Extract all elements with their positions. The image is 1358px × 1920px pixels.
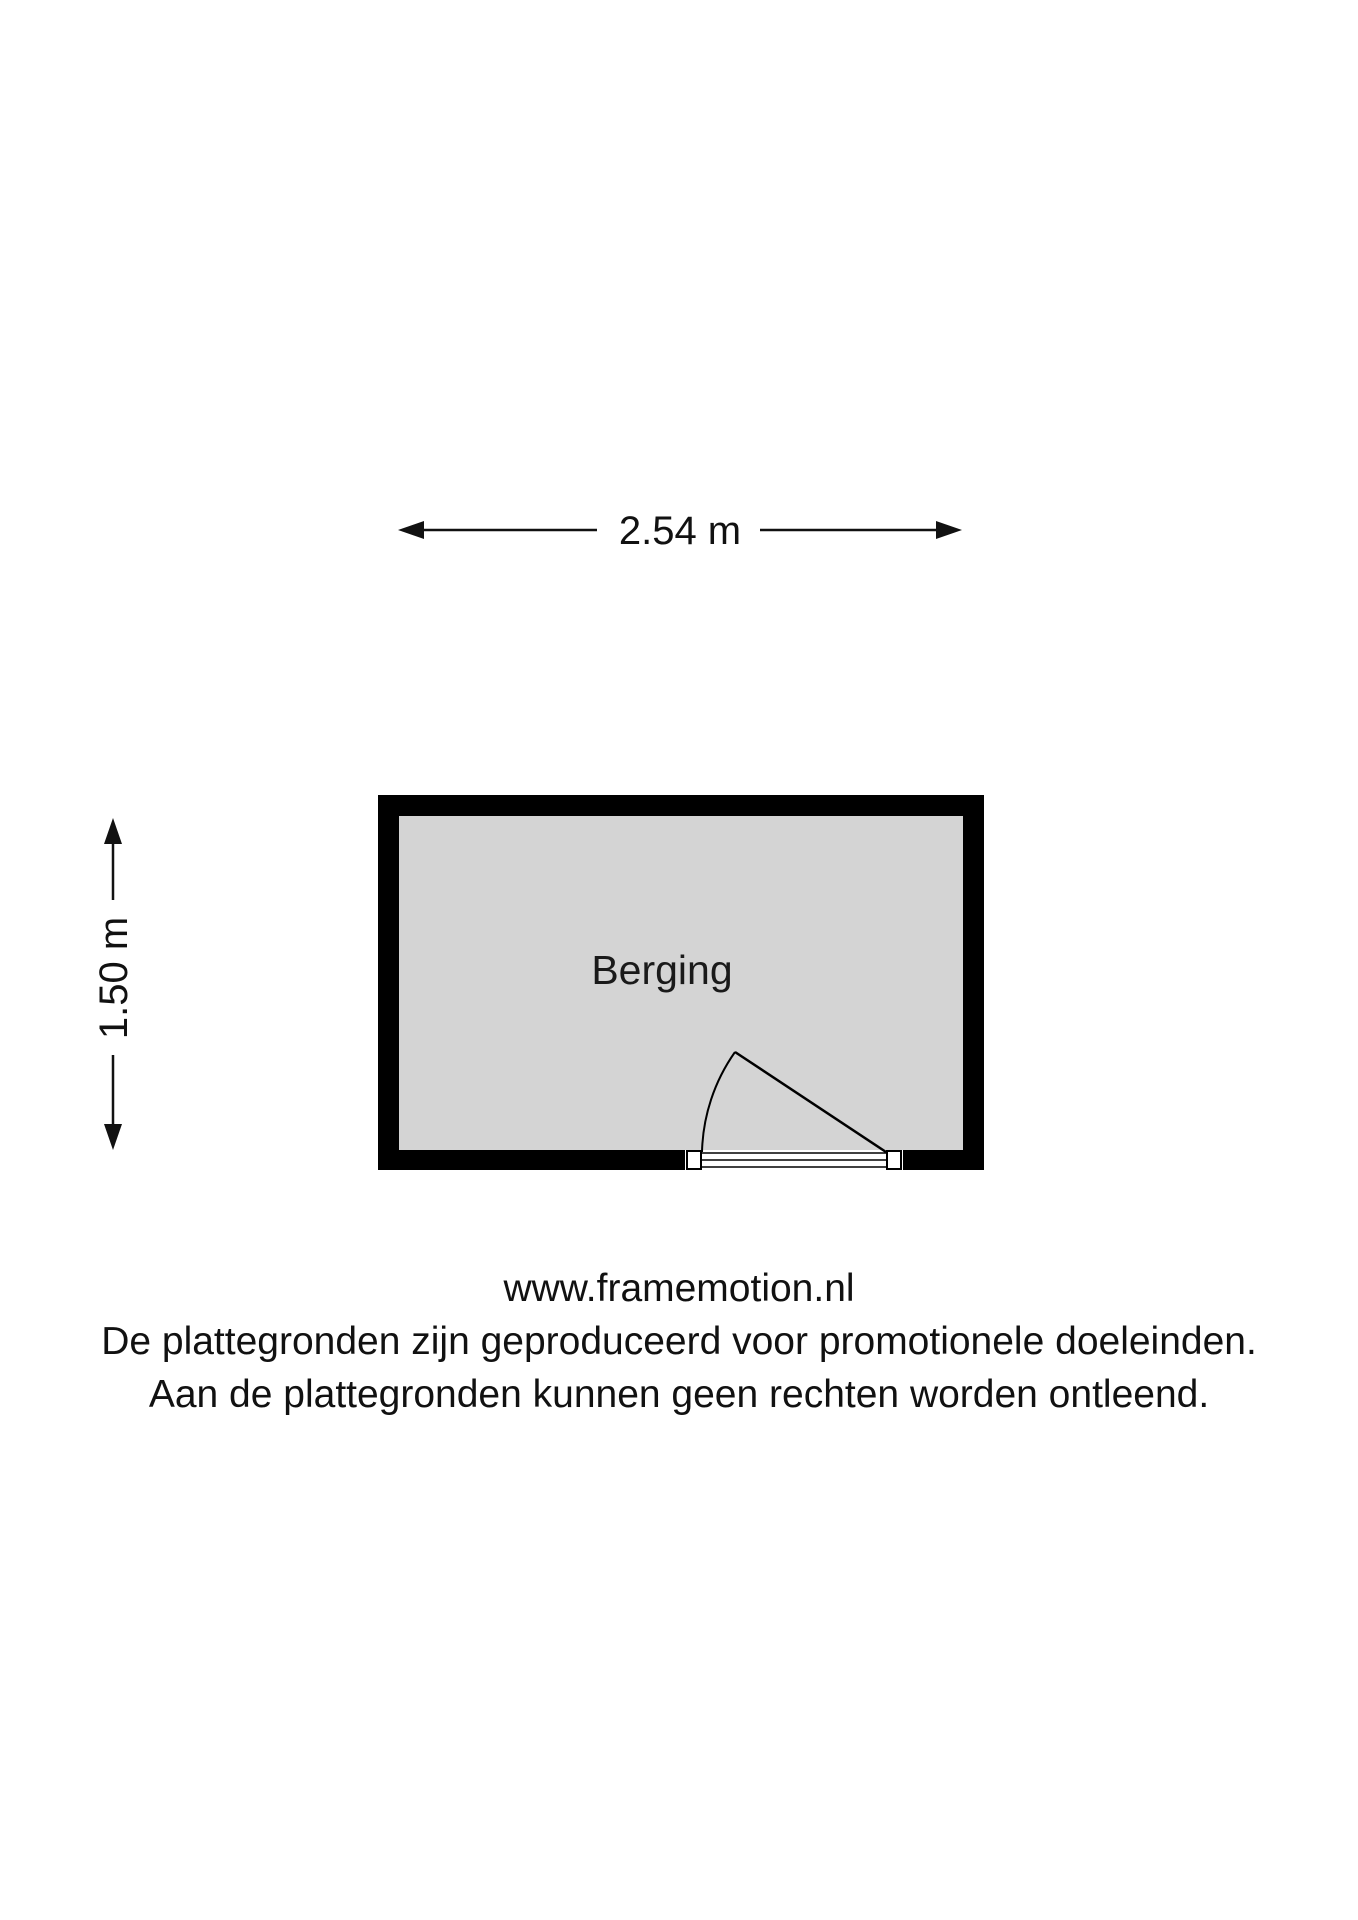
door-jamb-right xyxy=(887,1151,901,1169)
width-arrow-left-icon xyxy=(398,521,424,539)
footer-disclaimer-line-1: De plattegronden zijn geproduceerd voor promotionele doeleinden. xyxy=(101,1320,1257,1363)
width-dimension xyxy=(398,509,962,553)
height-arrow-top-icon xyxy=(104,818,122,844)
footer xyxy=(0,1262,1358,1421)
width-dimension-label: 2.54 m xyxy=(618,509,742,553)
room-berging xyxy=(378,795,984,1170)
height-arrow-bottom-icon xyxy=(104,1124,122,1150)
height-dimension xyxy=(92,818,136,1150)
footer-website: www.framemotion.nl xyxy=(503,1267,855,1310)
width-arrow-right-icon xyxy=(936,521,962,539)
height-dimension-label: 1.50 m xyxy=(92,916,136,1040)
door-jamb-left xyxy=(687,1151,701,1169)
room-label: Berging xyxy=(591,947,733,993)
footer-disclaimer-line-2: Aan de plattegronden kunnen geen rechten worden ontleend. xyxy=(148,1373,1210,1416)
